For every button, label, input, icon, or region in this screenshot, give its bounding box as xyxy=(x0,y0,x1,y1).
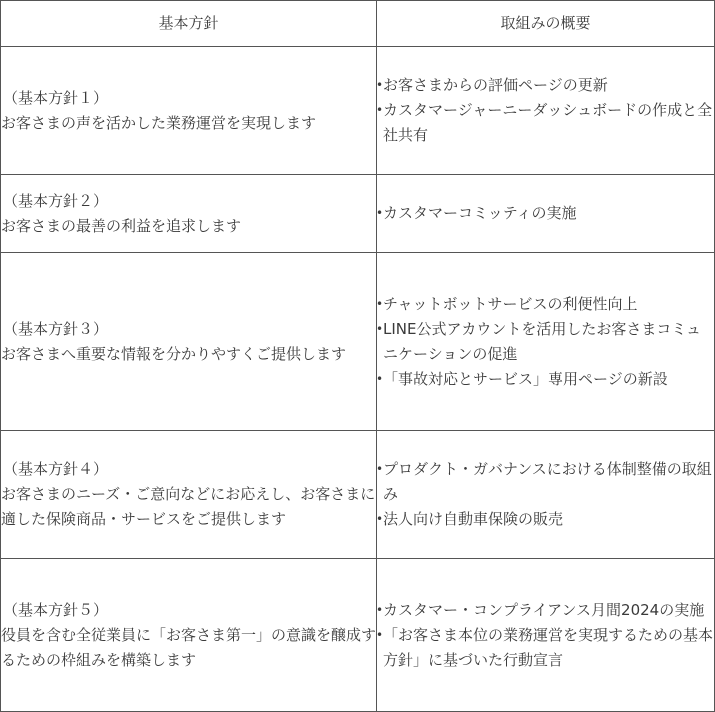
header-effort: 取組みの概要 xyxy=(377,1,715,47)
effort-cell xyxy=(377,559,715,712)
effort-item: • プロダクト・ガバナンスにおける体制整備の取組み xyxy=(377,457,714,507)
effort-item: • お客さまからの評価ページの更新 xyxy=(377,73,714,98)
effort-item: • LINE公式アカウントを活用したお客さまコミュニケーションの促進 xyxy=(377,317,714,367)
policy-text: お客さまの最善の利益を追求します xyxy=(1,216,242,235)
effort-item: • カスタマージャーニーダッシュボードの作成と全社共有 xyxy=(377,98,714,148)
policy-text: 役員を含む全従業員に「お客さま第一」の意識を醸成するための枠組みを構築します xyxy=(1,625,377,669)
effort-item: • チャットボットサービスの利便性向上 xyxy=(377,292,714,317)
effort-list xyxy=(377,201,714,226)
policy-cell xyxy=(1,253,377,431)
effort-cell xyxy=(377,431,715,559)
policy-cell xyxy=(1,175,377,253)
effort-item: • 「事故対応とサービス」専用ページの新設 xyxy=(377,367,714,392)
policy-cell xyxy=(1,431,377,559)
effort-cell xyxy=(377,253,715,431)
effort-list xyxy=(377,73,714,148)
header-row xyxy=(1,1,715,47)
policy-text: お客さまのニーズ・ご意向などにお応えし、お客さまに適した保険商品・サービスをご提供します xyxy=(1,485,376,528)
policy-number: （基本方針２） xyxy=(3,191,109,210)
effort-item: • カスタマーコミッティの実施 xyxy=(377,201,714,226)
header-policy: 基本方針 xyxy=(1,1,377,47)
effort-cell xyxy=(377,175,715,253)
effort-list xyxy=(377,292,714,392)
policy-cell xyxy=(1,47,377,175)
effort-cell xyxy=(377,47,715,175)
policy-text: お客さまへ重要な情報を分かりやすくご提供します xyxy=(1,344,347,363)
effort-item: • 「お客さま本位の業務運営を実現するための基本方針」に基づいた行動宣言 xyxy=(377,623,714,673)
effort-item: • カスタマー・コンプライアンス月間2024の実施 xyxy=(377,598,714,623)
table-row xyxy=(1,175,715,253)
policy-number: （基本方針１） xyxy=(3,88,109,107)
policy-number: （基本方針５） xyxy=(3,600,109,619)
policy-number: （基本方針４） xyxy=(3,460,109,478)
effort-item: • 法人向け自動車保険の販売 xyxy=(377,507,714,532)
policy-number: （基本方針３） xyxy=(3,319,109,338)
policy-cell xyxy=(1,559,377,712)
table-row xyxy=(1,253,715,431)
policy-text: お客さまの声を活かした業務運営を実現します xyxy=(1,113,317,132)
effort-list xyxy=(377,598,714,673)
effort-list xyxy=(377,457,714,532)
table-row xyxy=(1,559,715,712)
table-row xyxy=(1,431,715,559)
table-row xyxy=(1,47,715,175)
